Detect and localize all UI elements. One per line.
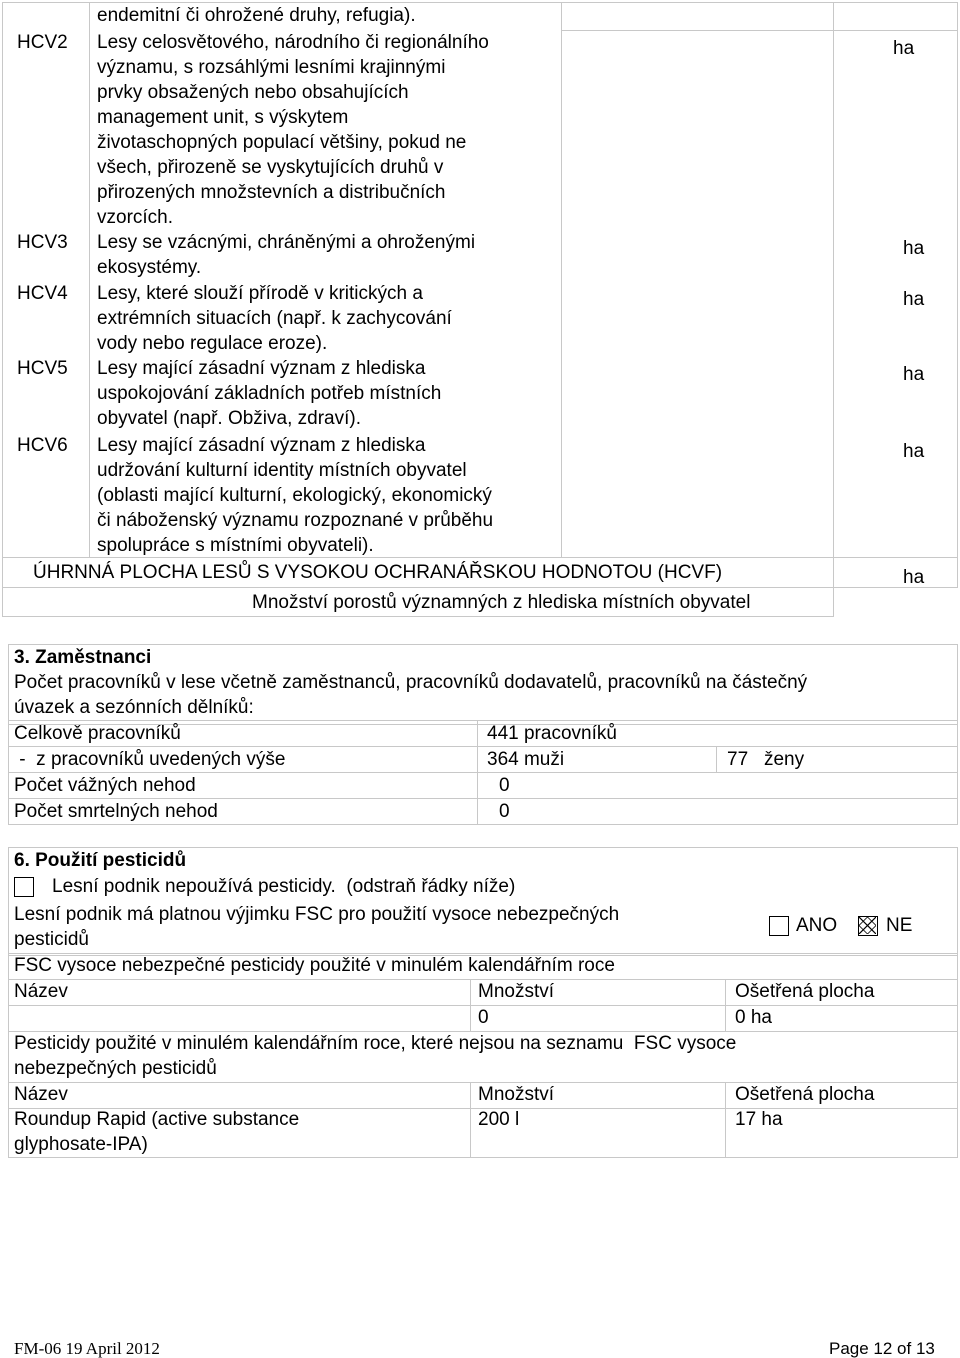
hazardous-area: 0 ha [735, 1007, 772, 1028]
ano-label: ANO [796, 915, 838, 936]
hcv-unit: ha [903, 441, 925, 462]
exemption-line: Lesní podnik má platnou výjimku FSC pro použití vysoce nebezpečných [14, 904, 620, 925]
hcv-code-column [2, 2, 90, 558]
pesticides-cell [8, 1005, 471, 1032]
hcv-desc-line: či náboženský významu rozpoznané v průběhu [97, 510, 494, 531]
pesticide-area: 17 ha [735, 1109, 783, 1130]
check-cross-icon [859, 917, 876, 934]
hcv-desc-line: extrémních situacích (např. k zachycování [97, 308, 452, 329]
hcv-desc-line: Lesy, které slouží přírodě v kritických a [97, 283, 423, 304]
hcv-desc-line: významu, s rozsáhlými lesními krajinnými [97, 57, 446, 78]
hcv-desc-line: životaschopných populací většiny, pokud ne [97, 132, 467, 153]
col-area: Ošetřená plocha [735, 1084, 875, 1105]
employees-cell [477, 772, 958, 799]
hcv-desc-line: přirozených množstevních a distribučních [97, 182, 446, 203]
hcv-desc-line: ekosystémy. [97, 257, 202, 278]
employees-cell [477, 798, 958, 825]
col-area: Ošetřená plocha [735, 981, 875, 1002]
hcv-desc-line: vody nebo regulace eroze). [97, 333, 328, 354]
hcv-desc-line: obyvatel (např. Obživa, zdraví). [97, 408, 361, 429]
no-pesticides-label: Lesní podnik nepoužívá pesticidy. (odstraň řádky níže) [52, 876, 516, 897]
serious-accidents-value: 0 [499, 775, 510, 796]
workers-split-label: - z pracovníků uvedených výše [14, 749, 286, 770]
footer-page-number: Page 12 of 13 [829, 1339, 935, 1358]
hcv-desc-line: udržování kulturní identity místních obyvatel [97, 460, 467, 481]
no-pesticides-checkbox[interactable] [14, 877, 34, 897]
hazardous-heading: FSC vysoce nebezpečné pesticidy použité v minulém kalendářním roce [14, 955, 615, 976]
total-workers-label: Celkově pracovníků [14, 723, 181, 744]
pesticide-name-line: Roundup Rapid (active substance [14, 1109, 300, 1130]
other-heading-line: nebezpečných pesticidů [14, 1058, 217, 1079]
hcv-code: HCV5 [17, 358, 68, 379]
hcv-unit: ha [903, 364, 925, 385]
pesticides-cell [8, 979, 471, 1006]
hcv-desc-line: Lesy celosvětového, národního či regionálního [97, 32, 489, 53]
hcv-unit: ha [903, 289, 925, 310]
exemption-line: pesticidů [14, 929, 89, 950]
hcv-desc-line: Lesy mající zásadní význam z hlediska [97, 358, 426, 379]
hcv-desc-line: prvky obsažených nebo obsahujících [97, 82, 409, 103]
hcv-desc-line: Lesy se vzácnými, chráněnými a ohroženými [97, 232, 476, 253]
employees-intro-line: úvazek a sezónních dělníků: [14, 697, 254, 718]
hcv-divider [833, 30, 958, 31]
col-amount: Množství [478, 1084, 555, 1105]
col-name: Název [14, 981, 68, 1002]
hcv-desc-line: uspokojování základních potřeb místních [97, 383, 442, 404]
hcv-divider [561, 30, 834, 31]
hcv-total-label: ÚHRNNÁ PLOCHA LESŮ S VYSOKOU OCHRANÁŘSKOU HODNOTOU (HCVF) [33, 562, 723, 583]
hcv-code: HCV6 [17, 435, 68, 456]
pesticides-cell [8, 1082, 471, 1109]
ne-checkbox[interactable] [858, 916, 878, 936]
hcv-code: HCV2 [17, 32, 68, 53]
hcv-top-fragment: endemitní či ohrožené druhy, refugia). [97, 5, 416, 26]
hcv-unit: ha [893, 38, 915, 59]
fatal-accidents-label: Počet smrtelných nehod [14, 801, 218, 822]
hcv-desc-line: vzorcích. [97, 207, 174, 228]
ano-checkbox[interactable] [769, 916, 789, 936]
employees-intro-line: Počet pracovníků v lese včetně zaměstnanců, pracovníků dodavatelů, pracovníků na částečný [14, 672, 808, 693]
hcv-blank-column [561, 2, 834, 558]
col-amount: Množství [478, 981, 555, 1002]
hcv-desc-line: spolupráce s místními obyvateli). [97, 535, 374, 556]
hcv-code: HCV4 [17, 283, 68, 304]
pesticide-amount: 200 l [478, 1109, 520, 1130]
women-value: 77 ženy [727, 749, 805, 770]
hcv-desc-line: Lesy mající zásadní význam z hlediska [97, 435, 426, 456]
col-name: Název [14, 1084, 68, 1105]
ne-label: NE [886, 915, 913, 936]
footer-form-id: FM-06 19 April 2012 [14, 1339, 160, 1358]
other-heading-line: Pesticidy použité v minulém kalendářním roce, které nejsou na seznamu FSC vysoce [14, 1033, 737, 1054]
hcv-unit: ha [903, 238, 925, 259]
hcv-desc-line: (oblasti mající kulturní, ekologický, ekonomický [97, 485, 492, 506]
employees-heading: 3. Zaměstnanci [14, 647, 152, 668]
pesticide-name-line: glyphosate-IPA) [14, 1134, 148, 1155]
hcv-local-label: Množství porostů významných z hlediska místních obyvatel [252, 592, 751, 613]
pesticides-cell [470, 1005, 726, 1032]
hcv-desc-line: management unit, s výskytem [97, 107, 349, 128]
men-value: 364 muži [487, 749, 565, 770]
total-workers-value: 441 pracovníků [487, 723, 617, 744]
hcv-code: HCV3 [17, 232, 68, 253]
fatal-accidents-value: 0 [499, 801, 510, 822]
serious-accidents-label: Počet vážných nehod [14, 775, 196, 796]
pesticides-heading: 6. Použití pesticidů [14, 850, 187, 871]
hcv-desc-line: všech, přirozeně se vyskytujících druhů v [97, 157, 444, 178]
hcv-unit-column [833, 2, 958, 558]
hazardous-amount: 0 [478, 1007, 489, 1028]
hcv-total-unit-cell [833, 557, 958, 588]
hcv-total-unit: ha [903, 567, 925, 588]
